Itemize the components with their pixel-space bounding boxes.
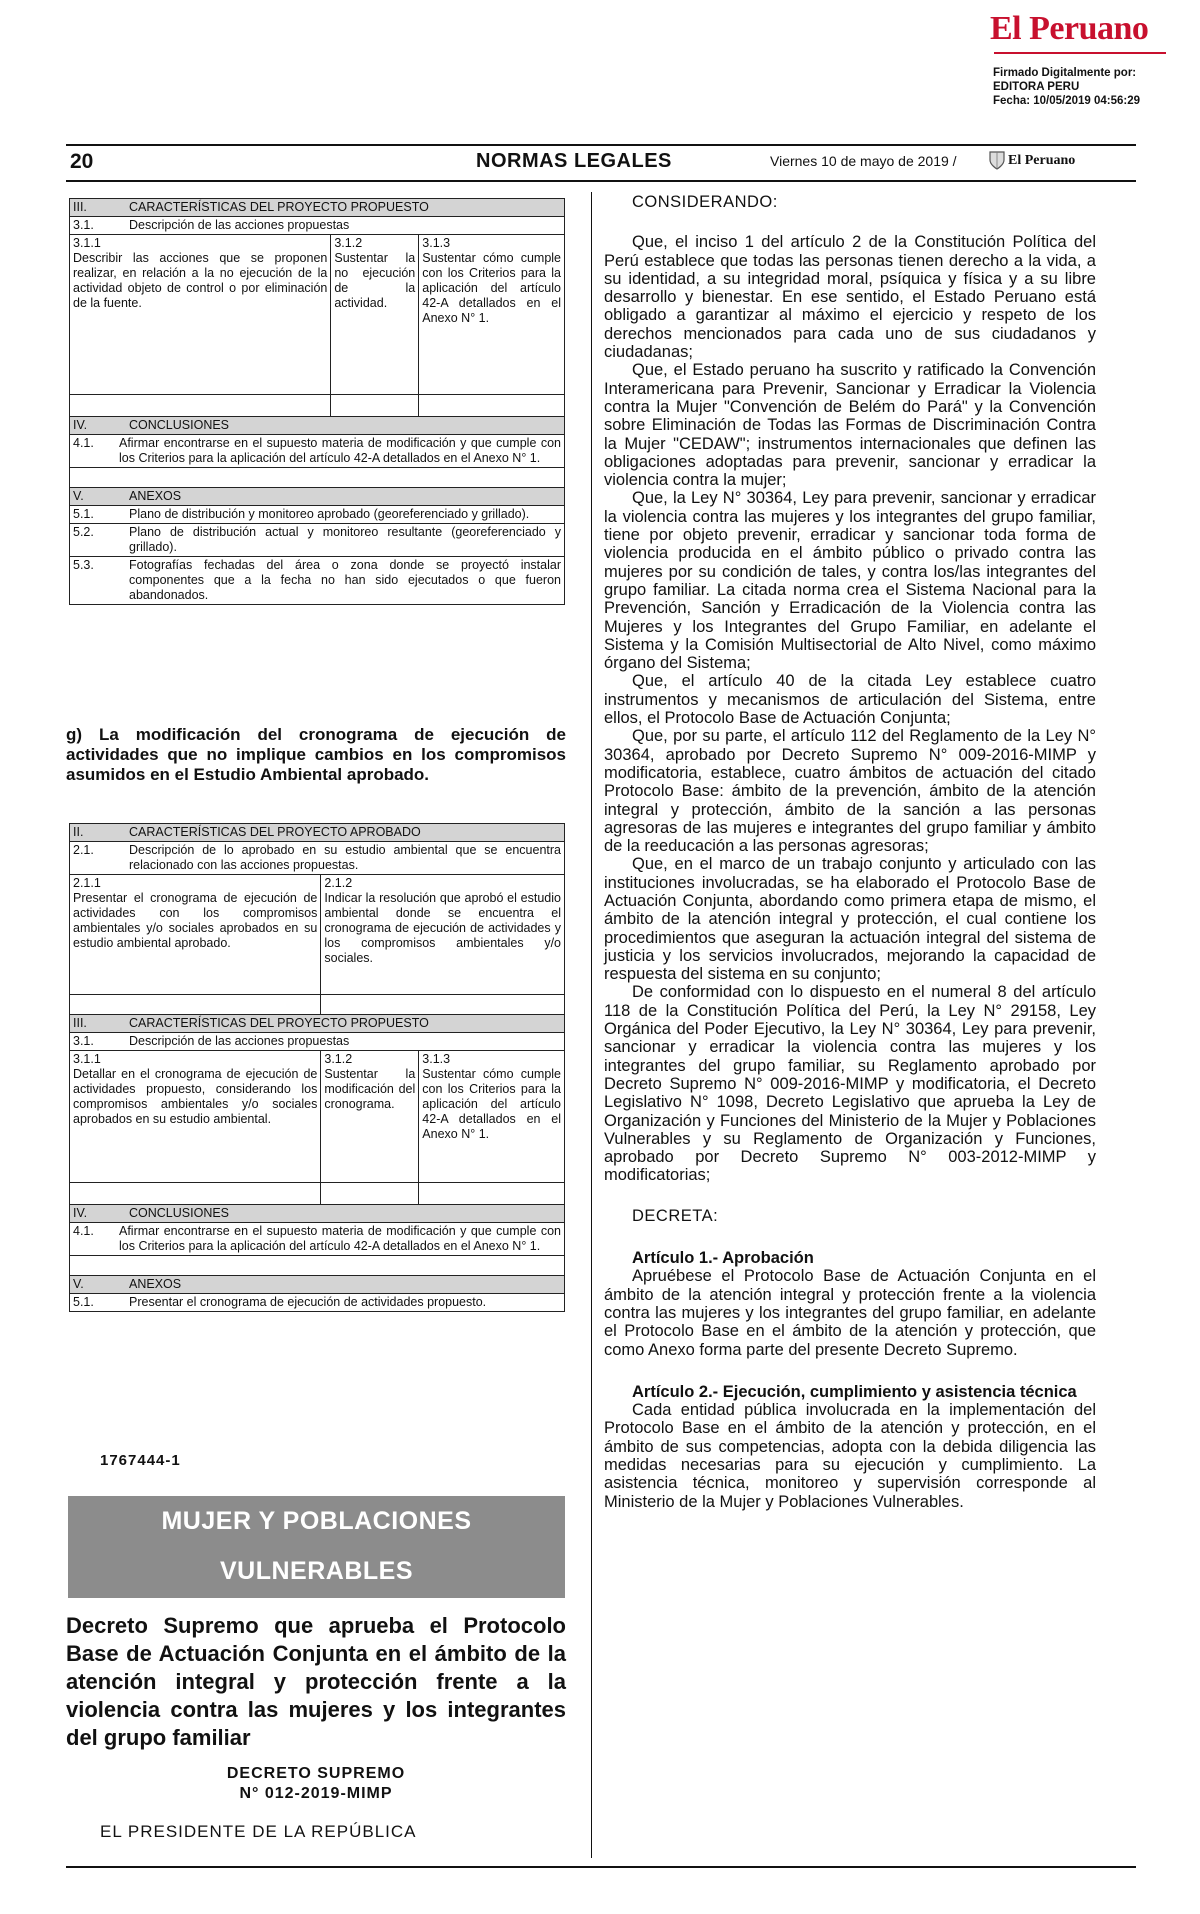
table-row: [70, 199, 565, 217]
table-row: [70, 1223, 565, 1256]
row-number: 2.1.: [73, 843, 94, 857]
signed-by-label: Firmado Digitalmente por:: [993, 67, 1137, 79]
section-title: NORMAS LEGALES: [476, 150, 672, 172]
table-row: [70, 824, 565, 842]
coat-of-arms-icon: [988, 150, 1006, 170]
row-heading: CONCLUSIONES: [129, 418, 230, 432]
row-number: III.: [73, 200, 87, 214]
row-text: Fotografías fechadas del área o zona donde se proyectó instalar componentes que a la fecha no han sido ejecutados o que fueron abandonados.: [129, 558, 561, 602]
row-number: 5.1.: [73, 1295, 94, 1309]
table-row: [70, 875, 565, 995]
row-number: V.: [73, 489, 84, 503]
cell-number: 3.1.2: [334, 236, 363, 250]
requirements-table-2: [69, 823, 565, 1312]
table-row: [70, 395, 565, 417]
row-text: Plano de distribución y monitoreo aprobado (georeferenciado y grillado).: [129, 507, 530, 521]
table-row: [70, 1256, 565, 1276]
row-number: V.: [73, 1277, 84, 1291]
table-row: [70, 1276, 565, 1294]
table-row: [70, 557, 565, 605]
row-number: III.: [73, 1016, 87, 1030]
banner-line: VULNERABLES: [219, 1557, 413, 1585]
row-heading: CARACTERÍSTICAS DEL PROYECTO PROPUESTO: [129, 200, 429, 214]
column-divider: [591, 192, 592, 1858]
paragraph: Que, la Ley N° 30364, Ley para prevenir, sancionar y erradicar la violencia contra las mujeres y los integrantes del grupo familiar, tiene por objeto prevenir, erradicar y sancionar toda forma de violencia producida en el ámbito público o privado contra las mujeres por su condición de tales, y contra los/las integrantes del grupo familiar. La citada norma crea el Sistema Nacional para la Prevención, Sanción y Erradicación de la Violencia contra las Mujeres y los Integrantes del Grupo Familiar, en adelante el Sistema y la Comisión Multisectorial de Alto Nivel, como máximo órgano del Sistema;: [604, 489, 1096, 673]
row-number: 3.1.: [73, 218, 94, 232]
cell-number: 2.1.2: [324, 876, 353, 890]
article-2-text: Cada entidad pública involucrada en la implementación del Protocolo Base en el ámbito de la atención y protección, en el ámbito de sus competencias, adopta con la debida diligencia las medidas necesarias para su ejecución y cumplimiento. La asistencia técnica, monitoreo y supervisión corresponde al Ministerio de la Mujer y Poblaciones Vulnerables.: [604, 1401, 1096, 1511]
logo-underline: [994, 52, 1166, 54]
row-number: 5.2.: [73, 525, 94, 539]
issue-date: Viernes 10 de mayo de 2019 /: [770, 153, 957, 169]
row-heading: ANEXOS: [129, 1277, 182, 1291]
cell-number: 3.1.3: [422, 1052, 451, 1066]
table-row: [70, 1205, 565, 1223]
row-number: 5.1.: [73, 507, 94, 521]
article-1-text: Apruébese el Protocolo Base de Actuación Conjunta en el ámbito de la atención integral y protección frente a la violencia contra las mujeres y los integrantes del grupo familiar, en adelante el Protocolo Base en el ámbito de la atención y protección, que como Anexo forma parte del presente Decreto Supremo.: [604, 1267, 1096, 1359]
banner-line: MUJER Y POBLACIONES: [161, 1507, 472, 1535]
row-number: IV.: [73, 418, 88, 432]
table-row: [70, 488, 565, 506]
cell-text: Presentar el cronograma de ejecución de actividades con los compromisos ambientales y/o sociales aprobados en su estudio ambiental aprobado.: [73, 891, 318, 950]
cell-text: Sustentar cómo cumple con los Criterios para la aplicación del artículo 42-A detallados en el Anexo N° 1.: [422, 1067, 561, 1141]
article-2-title: Artículo 2.- Ejecución, cumplimiento y asistencia técnica: [632, 1382, 1077, 1401]
header-brand: El Peruano: [1008, 153, 1076, 168]
table-row: [70, 1033, 565, 1051]
table-row: [70, 1015, 565, 1033]
cell-text: Sustentar la modificación del cronograma.: [324, 1067, 416, 1111]
row-text: Descripción de las acciones propuestas: [129, 218, 350, 232]
cell-text: Indicar la resolución que aprobó el estudio ambiental donde se encuentra el cronograma de ejecución de actividades y los compromisos ambientales y/o sociales.: [324, 891, 561, 965]
paragraph: De conformidad con lo dispuesto en el numeral 8 del artículo 118 de la Constitución Política del Perú, la Ley N° 29158, Ley Orgánica del Poder Ejecutivo, la Ley N° 30364, Ley para prevenir, sancionar y erradicar la violencia contra las mujeres y los integrantes del grupo familiar, su Reglamento aprobado por Decreto Supremo N° 009-2016-MIMP y modificatoria, el Decreto Legislativo N° 1098, Decreto Legislativo que aprueba la Ley de Organización y Funciones del Ministerio de la Mujer y Poblaciones Vulnerables y su Reglamento de Organización y Funciones, aprobado por Decreto Supremo N° 003-2012-MIMP y modificatorias;: [604, 983, 1096, 1185]
digital-signature: [993, 66, 1140, 108]
paragraph: Que, el inciso 1 del artículo 2 de la Constitución Política del Perú establece que todas las personas tienen derecho a la vida, a su identidad, a su integridad moral, psíquica y física y a su libre desarrollo y bienestar. En ese sentido, el Estado Peruano está obligado a garantizar al máximo el ejercicio y respeto de los derechos mencionados para cada uno de sus ciudadanos y ciudadanas;: [604, 233, 1096, 362]
decree-number: N° 012-2019-MIMP: [239, 1785, 393, 1802]
row-text: Plano de distribución actual y monitoreo resultante (georeferenciado y grillado).: [129, 525, 561, 554]
page-number: 20: [70, 150, 94, 173]
presidente-line: EL PRESIDENTE DE LA REPÚBLICA: [100, 1822, 417, 1841]
publication-code: 1767444-1: [100, 1452, 181, 1469]
row-text: Presentar el cronograma de ejecución de actividades propuesto.: [129, 1295, 487, 1309]
cell-text: Sustentar cómo cumple con los Criterios para la aplicación del artículo 42-A detallados en el Anexo N° 1.: [422, 251, 561, 325]
row-number: II.: [73, 825, 84, 839]
table-row: [70, 235, 565, 395]
cell-text: Detallar en el cronograma de ejecución de actividades propuesto, considerando los compromisos ambientales y/o sociales aprobados en su estudio ambiental.: [73, 1067, 318, 1126]
row-text: Descripción de las acciones propuestas: [129, 1034, 350, 1048]
row-number: 4.1.: [73, 1224, 94, 1238]
footer-rule: [66, 1866, 1136, 1868]
cell-number: 3.1.1: [73, 236, 101, 250]
cell-number: 2.1.1: [73, 876, 101, 890]
logo-text: El Peruano: [990, 10, 1149, 47]
cell-text: Describir las acciones que se proponen realizar, en relación a la no ejecución de la actividad objeto de control o por eliminación de la fuente.: [73, 251, 328, 310]
article-1-title: Artículo 1.- Aprobación: [632, 1249, 814, 1268]
decree-title: Decreto Supremo que aprueba el Protocolo Base de Actuación Conjunta en el ámbito de la atención integral y protección frente a la violencia contra las mujeres y los integrantes del grupo familiar: [66, 1613, 566, 1750]
row-number: 5.3.: [73, 558, 94, 572]
row-number: 4.1.: [73, 436, 94, 450]
considerando-label: CONSIDERANDO:: [632, 193, 778, 211]
row-text: Descripción de lo aprobado en su estudio ambiental que se encuentra relacionado con las acciones propuestas.: [129, 843, 561, 872]
table-row: [70, 217, 565, 235]
ministry-banner: [68, 1496, 565, 1598]
table-row: [70, 417, 565, 435]
row-number: IV.: [73, 1206, 88, 1220]
row-heading: ANEXOS: [129, 489, 182, 503]
paragraph: Que, por su parte, el artículo 112 del Reglamento de la Ley N° 30364, aprobado por Decreto Supremo N° 009-2016-MIMP y modificatoria, establece, cuatro ámbitos de actuación del citado Protocolo Base: ámbito de la prevención, ámbito de la atención integral y protección, ámbito de la sanción a las personas agresoras de las mujeres e integrantes del grupo familiar y ámbito de la reeducación a las personas agresoras;: [604, 727, 1096, 856]
table-row: [70, 1183, 565, 1205]
signed-by: EDITORA PERU: [993, 81, 1080, 93]
right-column: [604, 193, 1096, 1511]
decree-label: DECRETO SUPREMO: [226, 1765, 406, 1782]
paragraph: Que, el artículo 40 de la citada Ley establece cuatro instrumentos y mecanismos de articulación del Sistema, entre ellos, el Protocolo Base de Actuación Conjunta;: [604, 672, 1096, 728]
el-peruano-logo: [990, 12, 1170, 58]
section-heading-g: g) La modificación del cronograma de ejecución de actividades que no implique cambios en los compromisos asumidos en el Estudio Ambiental aprobado.: [66, 725, 566, 784]
header-top-rule: [66, 144, 1136, 146]
row-heading: CARACTERÍSTICAS DEL PROYECTO PROPUESTO: [129, 1016, 429, 1030]
row-text: Afirmar encontrarse en el supuesto materia de modificación y que cumple con los Criterios para la aplicación del artículo 42-A detallados en el Anexo N° 1.: [119, 1224, 561, 1253]
paragraph: Que, en el marco de un trabajo conjunto y articulado con las instituciones involucradas, se ha elaborado el Protocolo Base de Actuación Conjunta, abordando como primera etapa de mismo, el ámbito de la atención integral y protección, el cual contiene los procedimientos que aseguran la actuación integral del sistema de justicia y los servicios involucrados, mejorando la capacidad de respuesta del sistema en su conjunto;: [604, 855, 1096, 984]
row-number: 3.1.: [73, 1034, 94, 1048]
signature-date: Fecha: 10/05/2019 04:56:29: [993, 95, 1141, 107]
table-row: [70, 435, 565, 468]
cell-text: Sustentar la no ejecución de la actividad.: [334, 251, 416, 310]
decreta-label: DECRETA:: [632, 1206, 719, 1225]
table-row: [70, 468, 565, 488]
cell-number: 3.1.2: [324, 1052, 353, 1066]
table-row: [70, 1051, 565, 1183]
table-row: [70, 1294, 565, 1312]
table-row: [70, 842, 565, 875]
paragraph: Que, el Estado peruano ha suscrito y ratificado la Convención Interamericana para Prevenir, Sancionar y Erradicar la Violencia contra la Mujer "Convención de Belém do Pará" y la Convención sobre Eliminación de Todas las Formas de Discriminación Contra la Mujer "CEDAW"; instrumentos internacionales que definen las obligaciones adoptadas para prevenir, sancionar y erradicar la violencia contra la mujer;: [604, 361, 1096, 490]
table-row: [70, 524, 565, 557]
row-text: Afirmar encontrarse en el supuesto materia de modificación y que cumple con los Criterios para la aplicación del artículo 42-A detallados en el Anexo N° 1.: [119, 436, 561, 465]
header-bottom-rule: [66, 180, 1136, 182]
cell-number: 3.1.1: [73, 1052, 101, 1066]
row-heading: CONCLUSIONES: [129, 1206, 230, 1220]
table-row: [70, 506, 565, 524]
table-row: [70, 995, 565, 1015]
requirements-table-1: [69, 198, 565, 605]
cell-number: 3.1.3: [422, 236, 451, 250]
row-heading: CARACTERÍSTICAS DEL PROYECTO APROBADO: [129, 825, 421, 839]
